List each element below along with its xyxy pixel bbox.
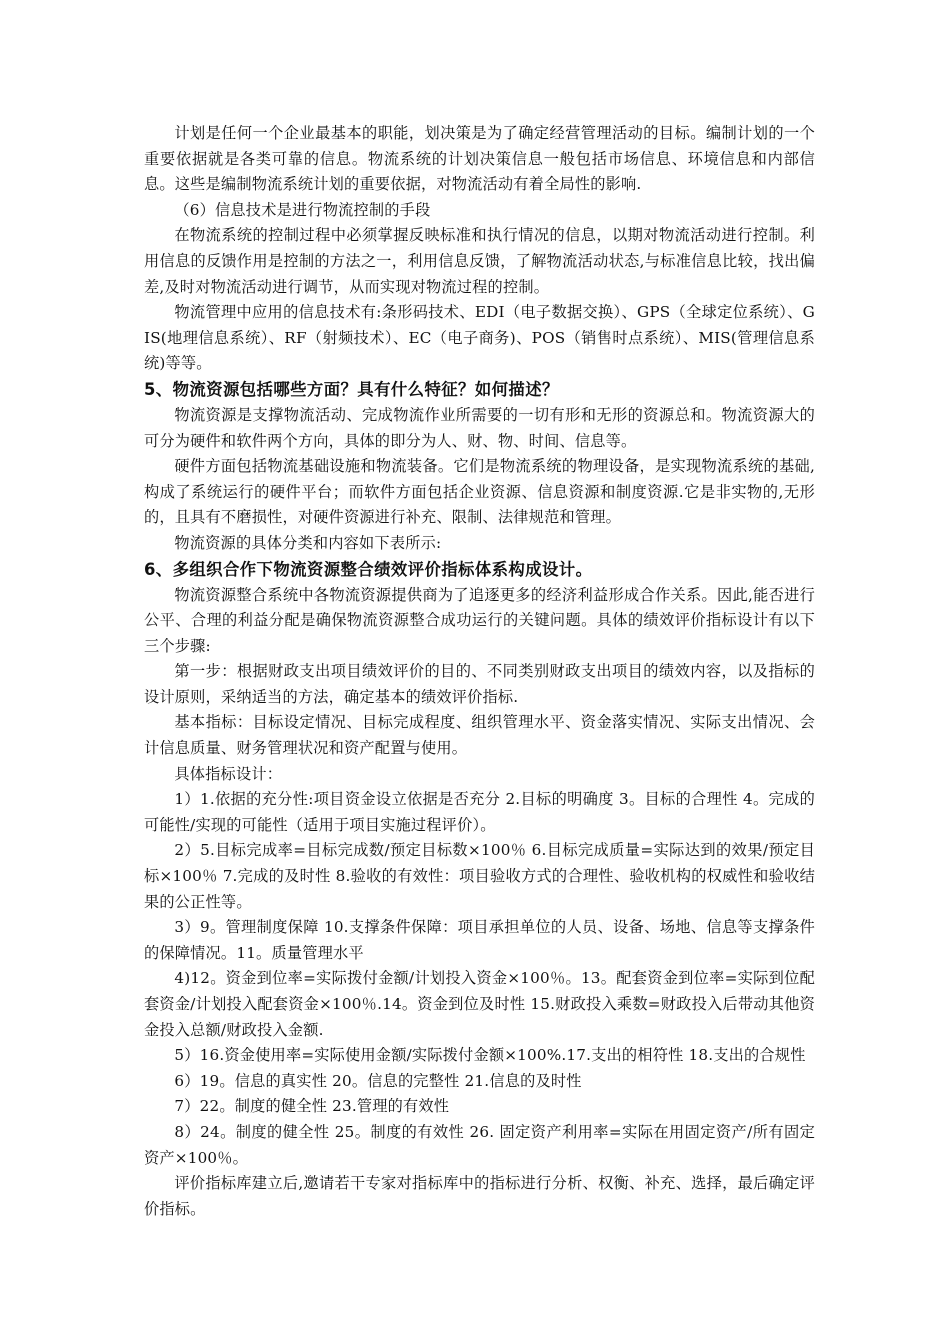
paragraph-hardware-software: 硬件方面包括物流基础设施和物流装备。它们是物流系统的物理设备，是实现物流系统的基础,构成了系统运行的硬件平台；而软件方面包括企业资源、信息资源和制度资源.它是非实物的,无形的，且具有不磨损性，对硬件资源进行补充、限制、法律规范和管理。	[144, 457, 815, 527]
paragraph-final-selection: 评价指标库建立后,邀请若干专家对指标库中的指标进行分析、权衡、补充、选择，最后确定评价指标。	[144, 1174, 815, 1218]
paragraph-control-process: 在物流系统的控制过程中必须掌握反映标准和执行情况的信息，以期对物流活动进行控制。利用信息的反馈作用是控制的方法之一，利用信息反馈，了解物流活动状态,与标准信息比较，找出偏差,及时对物流活动进行调节，从而实现对物流过程的控制。	[144, 226, 815, 296]
heading-logistics-resources: 5、物流资源包括哪些方面？具有什么特征？如何描述？	[144, 379, 559, 399]
indicator-group-6: 6）19。信息的真实性 20。信息的完整性 21.信息的及时性	[174, 1071, 582, 1090]
indicator-group-1: 1）1.依据的充分性:项目资金设立依据是否充分 2.目标的明确度 3。目标的合理性 4。完成的可能性/实现的可能性（适用于项目实施过程评价）。	[144, 790, 815, 834]
indicator-group-8: 8）24。制度的健全性 25。制度的有效性 26. 固定资产利用率=实际在用固定资产/所有固定资产×100％。	[144, 1122, 815, 1167]
indicator-group-4: 4)12。资金到位率=实际拨付金额/计划投入资金×100％。13。配套资金到位率=实际到位配套资金/计划投入配套资金×100％.14。资金到位及时性 15.财政投入乘数=财政投入后带动其他资金投入总额/财政投入金额.	[144, 969, 815, 1039]
subheading-information-technology-control: （6）信息技术是进行物流控制的手段	[174, 200, 431, 219]
indicator-group-5: 5）16.资金使用率=实际使用金额/实际拨付金额×100%.17.支出的相符性 18.支出的合规性	[174, 1046, 806, 1065]
paragraph-specific-design-label: 具体指标设计：	[174, 764, 283, 783]
indicator-group-2: 2）5.目标完成率=目标完成数/预定目标数×100％ 6.目标完成质量=实际达到的效果/预定目标×100％ 7.完成的及时性 8.验收的有效性：项目验收方式的合理性、验收机构的权威性和验收结果的公正性等。	[144, 841, 815, 911]
paragraph-step-one: 第一步：根据财政支出项目绩效评价的目的、不同类别财政支出项目的绩效内容，以及指标的设计原则，采纳适当的方法，确定基本的绩效评价指标.	[144, 662, 815, 706]
paragraph-table-intro: 物流资源的具体分类和内容如下表所示:	[174, 533, 442, 552]
paragraph-planning-information: 计划是任何一个企业最基本的职能，划决策是为了确定经营管理活动的目标。编制计划的一个重要依据就是各类可靠的信息。物流系统的计划决策信息一般包括市场信息、环境信息和内部信息。这些是编制物流系统计划的重要依据，对物流活动有着全局性的影响.	[144, 124, 815, 194]
document-page	[144, 121, 815, 1222]
heading-performance-evaluation: 6、多组织合作下物流资源整合绩效评价指标体系构成设计。	[144, 559, 593, 579]
paragraph-resource-definition: 物流资源是支撑物流活动、完成物流作业所需要的一切有形和无形的资源总和。物流资源大的可分为硬件和软件两个方向，具体的即分为人、财、物、时间、信息等。	[144, 405, 815, 450]
paragraph-integration-system: 物流资源整合系统中各物流资源提供商为了追逐更多的经济利益形成合作关系。因此,能否进行公平、合理的利益分配是确保物流资源整合成功运行的关键问题。具体的绩效评价指标设计有以下三个步骤:	[144, 585, 815, 655]
indicator-group-3: 3）9。管理制度保障 10.支撑条件保障：项目承担单位的人员、设备、场地、信息等支撑条件的保障情况。11。质量管理水平	[144, 918, 815, 962]
paragraph-information-technologies: 物流管理中应用的信息技术有:条形码技术、EDI（电子数据交换）、GPS（全球定位系统）、GIS(地理信息系统）、RF（射频技术）、EC（电子商务)、POS（销售时点系统）、MIS(管理信息系统)等等。	[144, 303, 815, 373]
paragraph-basic-indicators: 基本指标：目标设定情况、目标完成程度、组织管理水平、资金落实情况、实际支出情况、会计信息质量、财务管理状况和资产配置与使用。	[144, 713, 815, 758]
indicator-group-7: 7）22。制度的健全性 23.管理的有效性	[174, 1097, 450, 1116]
